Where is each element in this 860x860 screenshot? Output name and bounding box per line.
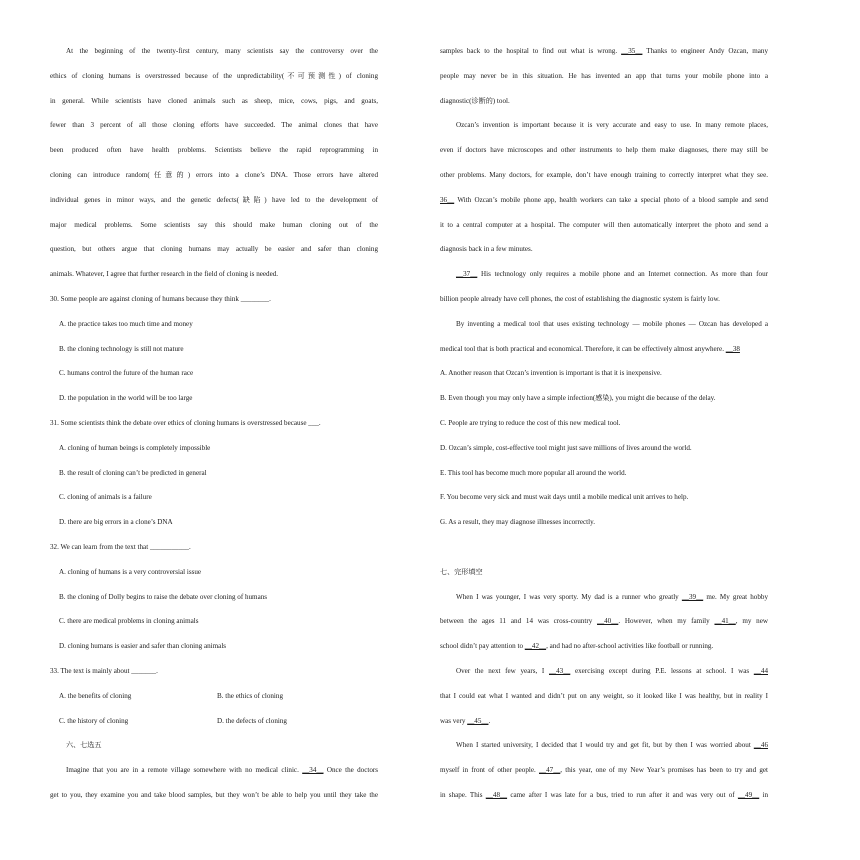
passage-line: Ozcan’s invention is important because it is very accurate and easy to use. In many remote places, [456,121,768,130]
section-6-heading: 六、七选五 [66,741,102,750]
question-32-option-d: D. cloning humans is easier and safer than cloning animals [59,642,227,651]
passage-line: cloning can introduce random(任意的) errors into a clone’s DNA. Those errors have altered [50,170,378,179]
blank-43: __43__ [549,666,571,675]
passage-line: even if doctors have microscopes and other instruments to help them make diagnoses, there may still be [440,146,768,155]
question-31-option-b: B. the result of cloning can’t be predicted in general [59,468,207,477]
option-e: E. This tool has become much more popular all around the world. [440,468,627,477]
question-33-options-row [50,712,378,737]
question-32-option-a: A. cloning of humans is a very controversial issue [59,567,202,576]
question-30-stem: 30. Some people are against cloning of humans because they think ________. [50,294,271,303]
section-7-heading: 七、完形填空 [440,567,483,576]
passage-line: animals. Whatever, I agree that further research in the field of cloning is needed. [50,270,279,279]
passage-line: diagnosis back in a few minutes. [440,245,533,254]
passage-line: that I could eat what I wanted and didn’t put on any weight, so it looked like I was healthy, but in reality I [440,691,768,700]
passage-line: other problems. Many doctors, for example, don’t have enough training to correctly interpret what they see. [440,170,768,179]
passage-line: Imagine that you are in a remote village somewhere with no medical clinic. __34__ Once the doctors [66,766,378,775]
right-column [440,42,768,811]
option-f: F. You become very sick and must wait days until a mobile medical unit arrives to help. [440,493,689,502]
passage-line: in shape. This __48__ came after I was late for a bus, tried to run after it and was very out of __49__ in [440,790,768,799]
option-c: C. People are trying to reduce the cost of this new medical tool. [440,418,621,427]
passage-line: it to a central computer at a hospital. The computer will then automatically interpret the photo and send a [440,220,768,229]
question-33-stem: 33. The text is mainly about _______. [50,666,158,675]
question-33-option-a: A. the benefits of cloning [59,691,132,700]
passage-line: was very __45__. [440,716,491,725]
passage-line: At the beginning of the twenty-first century, many scientists say the controversy over the [66,47,378,55]
blank-38: __38 [725,344,740,353]
question-31-option-d: D. there are big errors in a clone’s DNA [59,518,173,527]
blank-39: __39__ [681,592,704,601]
passage-line: been produced often have health problems. Scientists believe the rapid reprogramming in [50,146,378,155]
question-30-option-a: A. the practice takes too much time and money [59,319,193,328]
question-31-option-c: C. cloning of animals is a failure [59,493,152,502]
question-30-option-d: D. the population in the world will be too large [59,394,193,403]
blank-48: __48__ [485,790,508,799]
question-31-stem: 31. Some scientists think the debate over ethics of cloning humans is overstressed because ___. [50,418,321,427]
passage-line: diagnostic(诊断的) tool. [440,96,510,105]
blank-44: __44 [753,666,768,675]
question-33-options-row [50,687,378,712]
passage-line: school didn’t pay attention to __42__, and had no after-school activities like football or running. [440,642,714,651]
passage-line: fewer than 3 percent of all those cloning efforts have succeeded. The animal clones that have [50,121,378,130]
passage-line: When I was younger, I was very sporty. My dad is a runner who greatly __39__ me. My great hobby [456,592,768,601]
question-32-option-c: C. there are medical problems in cloning animals [59,617,199,626]
blank-40: __40__ [597,617,619,626]
passage-line: By inventing a medical tool that uses existing technology — mobile phones — Ozcan has developed a [456,319,768,328]
blank-42: __42__ [524,642,547,651]
passage-line: samples back to the hospital to find out what is wrong. __35__ Thanks to engineer Andy Ozcan, many [440,47,768,55]
option-g: G. As a result, they may diagnose illnesses incorrectly. [440,518,595,527]
option-b: B. Even though you may only have a simple infection(感染), you might die because of the delay. [440,394,716,403]
passage-line: get to you, they examine you and take blood samples, but they won’t be able to help you until they take the [50,790,378,799]
passage-line: __37__ His technology only requires a mobile phone and an Internet connection. As more than four [456,270,768,279]
blank-34: __34__ [302,766,324,775]
passage-line: ethics of cloning humans is overstressed because of the unpredictability(不可预测性) of cloning [50,71,378,80]
blank-37: __37__ [456,270,478,279]
blank-45: __45__ [467,716,489,725]
passage-line: in general. While scientists have cloned animals such as sheep, mice, cows, pigs, and goats, [50,96,378,105]
question-33-option-c: C. the history of cloning [59,716,129,725]
left-column [50,42,378,811]
passage-line: myself in front of other people. __47__, this year, one of my New Year’s promises has been to try and get [440,766,768,775]
passage-line: major medical problems. Some scientists say this should make human cloning out of the [50,220,378,229]
question-33-option-d: D. the defects of cloning [217,716,287,725]
blank-41: __41__ [714,617,736,626]
passage-line: 36__ With Ozcan’s mobile phone app, health workers can take a special photo of a blood sample and send [440,195,768,204]
question-31-option-a: A. cloning of human beings is completely impossible [59,443,211,452]
passage-line: Over the next few years, I __43__ exercising except during P.E. lessons at school. I was __44 [456,666,768,675]
blank-36: 36__ [440,195,455,204]
blank-35: __35__ [621,47,643,55]
spacer [440,538,768,563]
blank-46: __46 [753,741,768,750]
passage-line: billion people already have cell phones, the cost of establishing the diagnostic system is fairly low. [440,294,720,303]
passage-line: medical tool that is both practical and economical. Therefore, it can be effectively almost anywhere. __38 [440,344,740,353]
question-32-stem: 32. We can learn from the text that ___________. [50,542,191,551]
blank-47: __47__ [539,766,561,775]
question-30-option-c: C. humans control the future of the human race [59,369,194,378]
question-33-option-b: B. the ethics of cloning [217,691,283,700]
blank-49: __49__ [737,790,760,799]
passage-line: When I started university, I decided that I would try and get fit, but by then I was worried about __46 [456,741,768,750]
passage-line: individual genes in minor ways, and the genetic defects(缺陷) have led to the development of [50,195,378,204]
passage-line: question, but others argue that cloning humans may actually be easier and safer than cloning [50,245,378,254]
passage-line: between the ages 11 and 14 was cross-country __40__. However, when my family __41__, my new [440,617,768,626]
passage-line: people may never be in this situation. He has invented an app that turns your mobile phone into a [440,71,768,80]
option-d: D. Ozcan’s simple, cost-effective tool might just save millions of lives around the world. [440,443,692,452]
option-a: A. Another reason that Ozcan’s invention is important is that it is inexpensive. [440,369,662,378]
question-30-option-b: B. the cloning technology is still not mature [59,344,184,353]
question-32-option-b: B. the cloning of Dolly begins to raise the debate over cloning of humans [59,592,268,601]
